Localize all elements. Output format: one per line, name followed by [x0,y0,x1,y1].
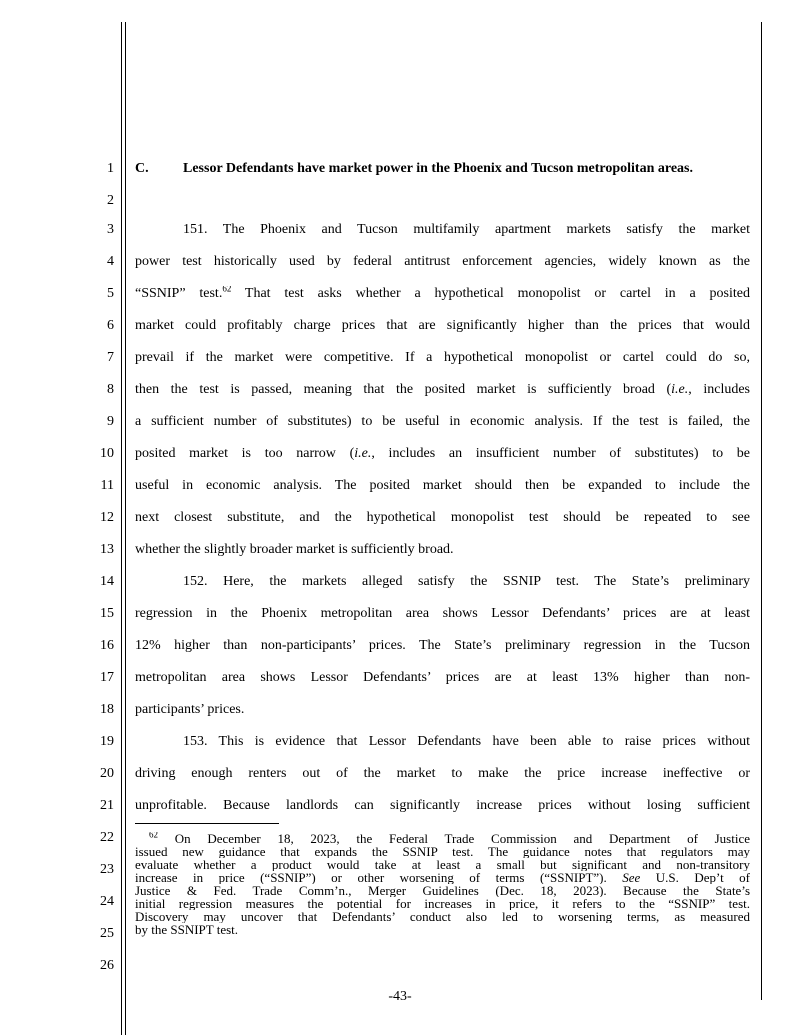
footnote-line: evaluate whether a product would take at least a small but significant and non-transitory [135,858,750,871]
line-number: 9 [107,414,114,429]
italic-ie: i.e. [354,446,372,461]
line-number: 21 [100,798,114,813]
footnote-line: initial regression measures the potential for increases in price, it refers to the “SSNIP” test. [135,897,750,910]
section-letter: C. [135,161,149,176]
line-number: 14 [100,574,114,589]
line-number: 16 [100,638,114,653]
paragraph-153-line: 153. This is evidence that Lessor Defendants have been able to raise prices without [183,734,750,749]
text-span: On December 18, 2023, the Federal Trade Commission and Department of Justice [158,832,750,845]
line-number: 25 [100,926,114,941]
body-line: unprofitable. Because landlords can significantly increase prices without losing sufficient [135,798,750,813]
body-line: metropolitan area shows Lessor Defendants’ prices are at least 13% higher than non- [135,670,750,685]
body-line: prevail if the market were competitive. If a hypothetical monopolist or cartel could do so, [135,350,750,365]
line-number: 5 [107,286,114,301]
line-number: 11 [100,478,114,493]
body-line: market could profitably charge prices that are significantly higher than the prices that would [135,318,750,333]
body-line: a sufficient number of substitutes) to be useful in economic analysis. If the test is failed, the [135,414,750,429]
line-number: 20 [100,766,114,781]
footnote-line [135,832,750,845]
text-span: then the test is passed, meaning that the posited market is sufficiently broad ( [135,382,672,397]
paragraph-151-line: 151. The Phoenix and Tucson multifamily apartment markets satisfy the market [183,222,750,237]
line-number: 12 [100,510,114,525]
text-span: That test asks whether a hypothetical monopolist or cartel in a posited [231,286,750,301]
body-line: next closest substitute, and the hypothetical monopolist test should be repeated to see [135,510,750,525]
body-line: whether the slightly broader market is sufficiently broad. [135,542,454,557]
line-number: 8 [107,382,114,397]
line-number: 4 [107,254,114,269]
italic-ie: i.e. [671,382,689,397]
line-number: 2 [107,193,114,208]
body-line [135,286,750,302]
footnote-line: issued new guidance that expands the SSNIP test. The guidance notes that regulators may [135,845,750,858]
body-line [135,382,750,398]
body-line: participants’ prices. [135,702,245,717]
body-line [135,446,750,462]
text-span: increase in price (“SSNIP”) or other worsening of terms (“SSNIPT”). [135,871,623,884]
line-number: 3 [107,222,114,237]
paragraph-152-line: 152. Here, the markets alleged satisfy the SSNIP test. The State’s preliminary [183,574,750,589]
body-line: driving enough renters out of the market to make the price increase ineffective or [135,766,750,781]
left-margin-rule-inner [125,22,126,1035]
text-span: “SSNIP” test. [135,286,223,301]
footnote-line: Discovery may uncover that Defendants’ conduct also led to worsening terms, as measured [135,910,750,923]
body-line: power test historically used by federal antitrust enforcement agencies, widely known as the [135,254,750,269]
footnote-line: Justice & Fed. Trade Comm’n., Merger Guidelines (Dec. 18, 2023). Because the State’s [135,884,750,897]
line-number: 24 [100,894,114,909]
text-span: U.S. Dep’t of [640,871,750,884]
left-margin-rule-outer [121,22,122,1035]
line-number: 22 [100,830,114,845]
footnote-number: 62 [149,832,158,840]
line-number: 13 [100,542,114,557]
right-margin-rule [761,22,762,1000]
italic-see: See [622,871,641,884]
line-number: 1 [107,161,114,176]
text-span: posited market is too narrow ( [135,446,355,461]
body-line: 12% higher than non-participants’ prices. The State’s preliminary regression in the Tucson [135,638,750,653]
line-number: 10 [100,446,114,461]
footnote-line [135,871,750,884]
text-span: , includes an insufficient number of substitutes) to be [371,446,750,461]
line-number: 17 [100,670,114,685]
line-number: 6 [107,318,114,333]
line-number: 18 [100,702,114,717]
page-number: -43- [388,989,412,1004]
body-line: useful in economic analysis. The posited market should then be expanded to include the [135,478,750,493]
line-number: 15 [100,606,114,621]
footnote-ref: 62 [222,286,232,294]
line-number: 7 [107,350,114,365]
line-number: 23 [100,862,114,877]
line-number: 26 [100,958,114,973]
line-number: 19 [100,734,114,749]
section-heading: Lessor Defendants have market power in the Phoenix and Tucson metropolitan areas. [183,161,693,176]
footnote-separator [135,823,279,824]
body-line: regression in the Phoenix metropolitan area shows Lessor Defendants’ prices are at least [135,606,750,621]
footnote-line: by the SSNIPT test. [135,922,239,937]
text-span: , includes [688,382,750,397]
